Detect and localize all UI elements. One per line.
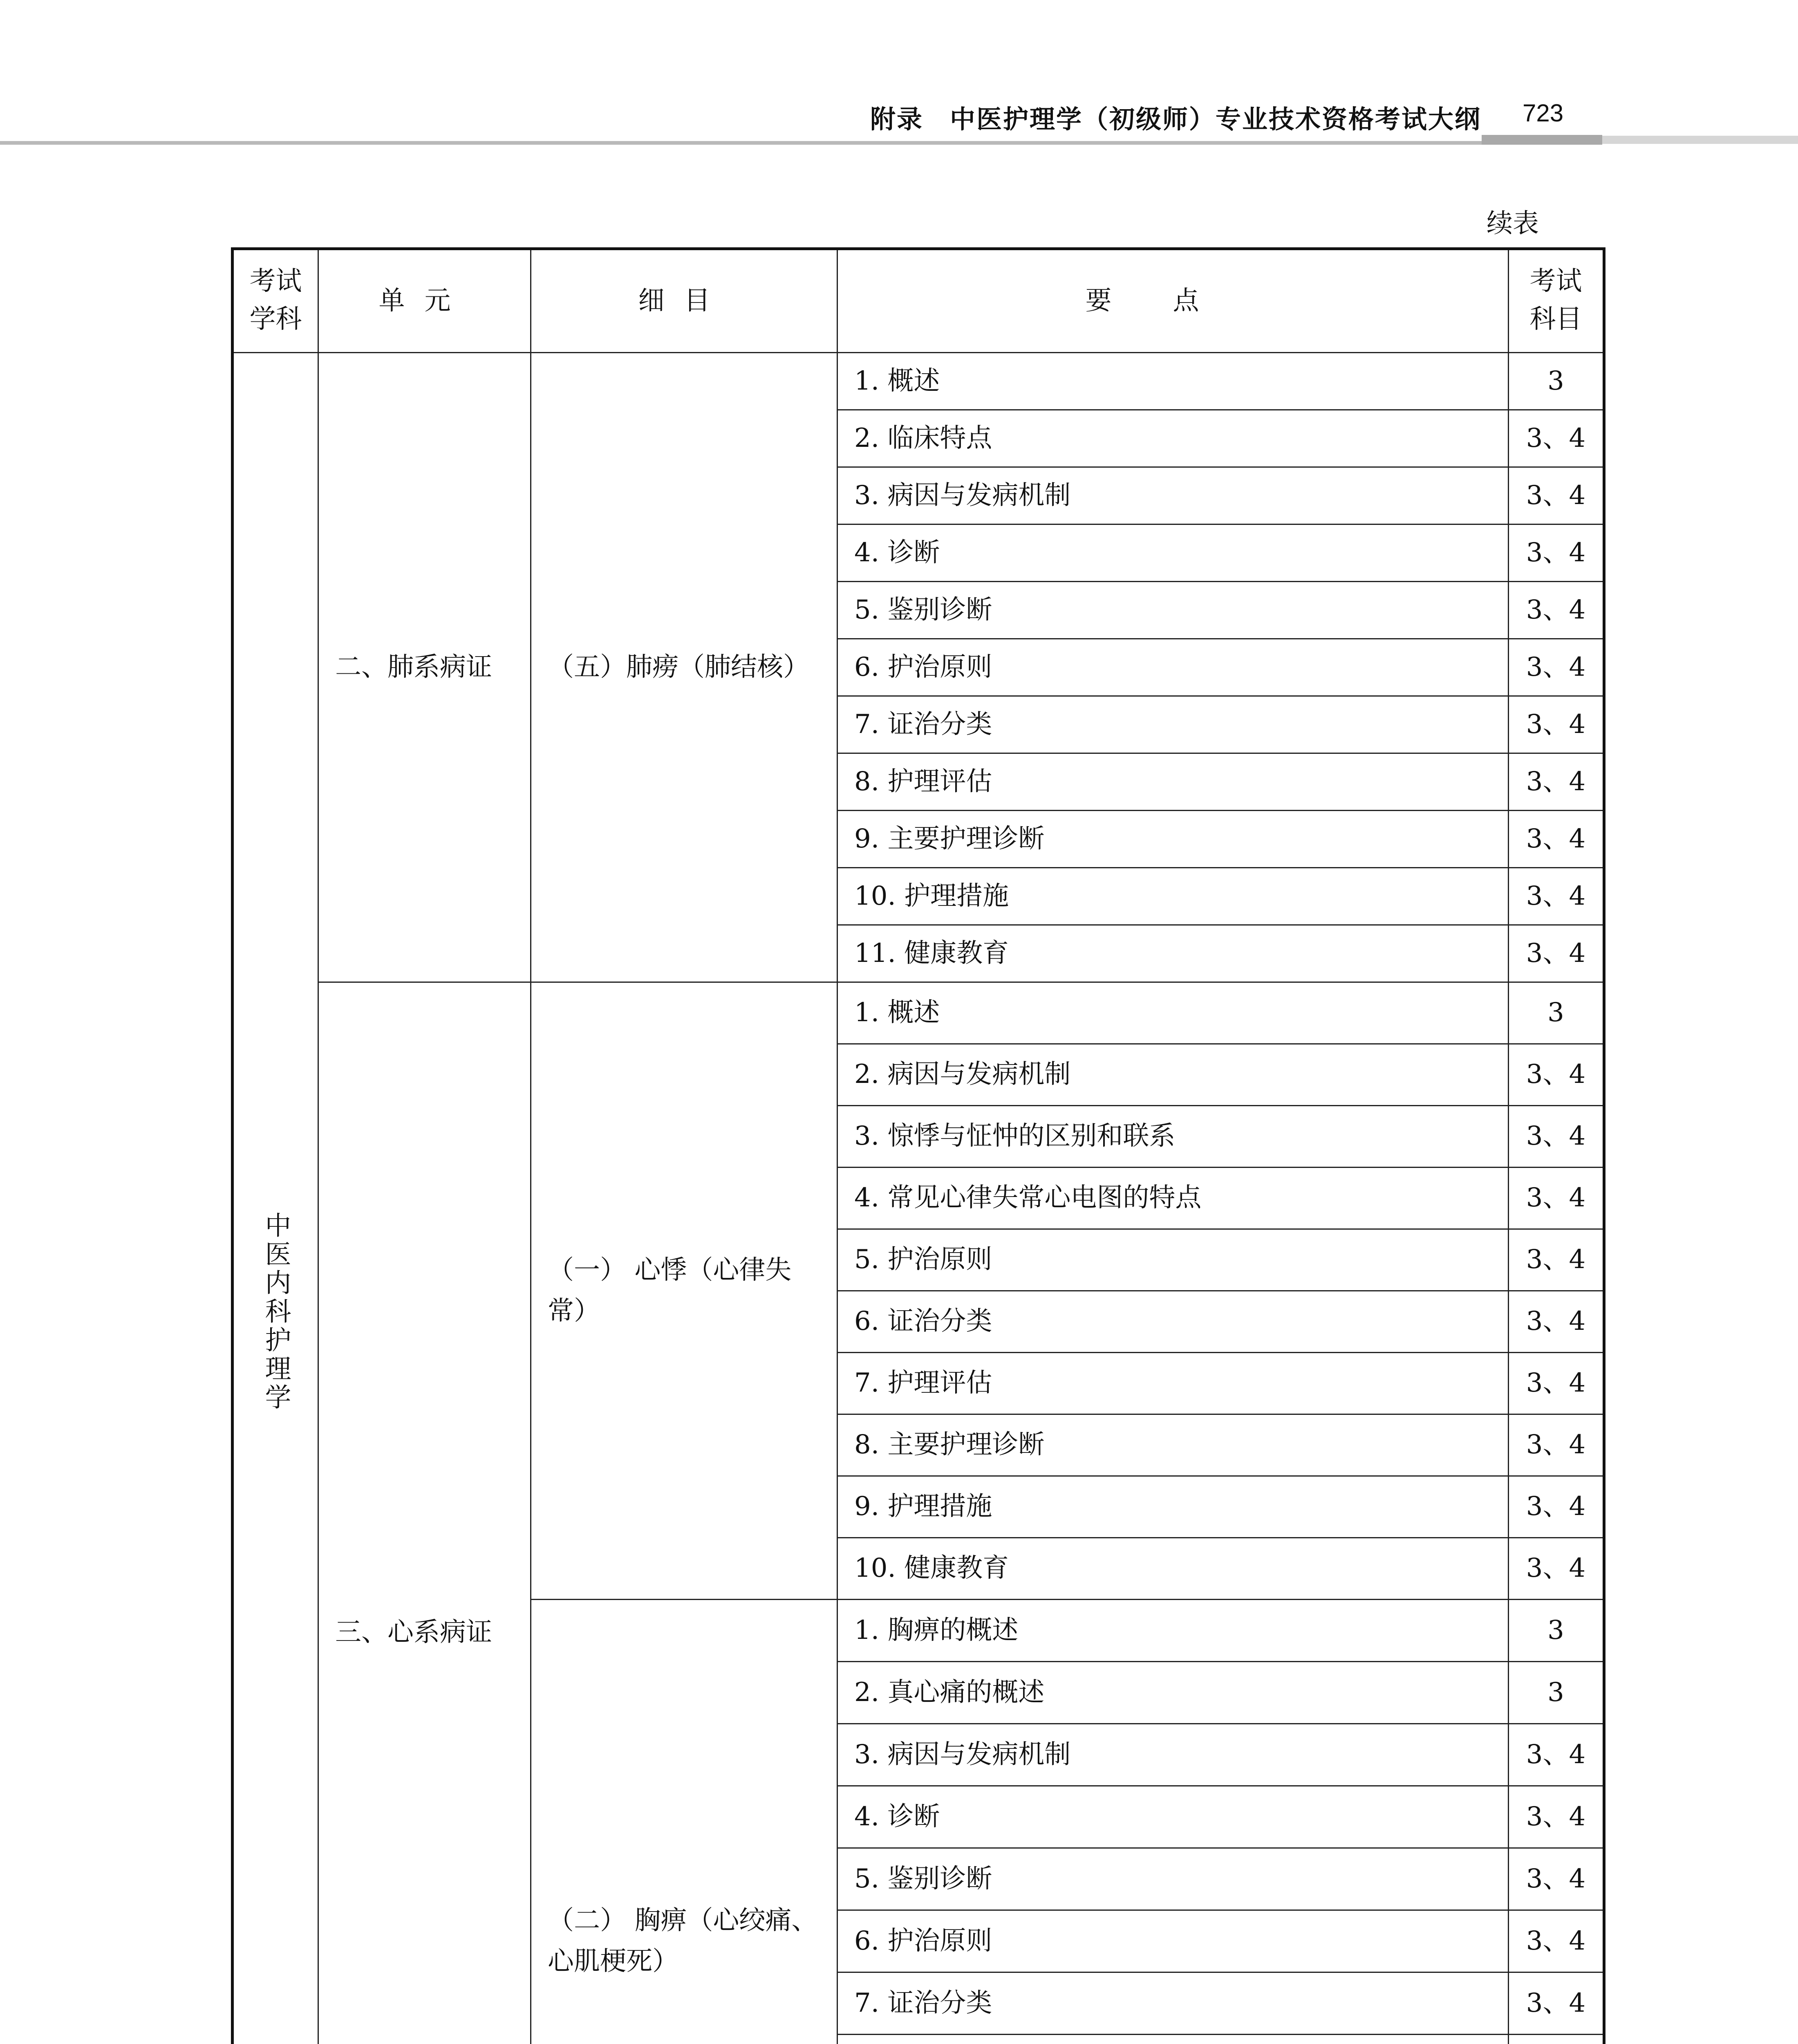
unit-cell: 三、心系病证 [318, 982, 531, 2044]
point-cell: 3. 惊悸与怔忡的区别和联系 [837, 1106, 1509, 1168]
page-number: 723 [1523, 99, 1564, 127]
level-cell: 3、4 [1509, 1291, 1604, 1353]
point-cell: 9. 护理措施 [837, 1476, 1509, 1538]
point-cell: 3. 病因与发病机制 [837, 467, 1509, 524]
level-cell: 3 [1509, 1600, 1604, 1662]
table-header-row [233, 249, 1604, 353]
subject-cell: 中医内科护理学 [233, 353, 318, 2044]
point-cell: 7. 证治分类 [837, 1972, 1509, 2035]
level-cell: 3、4 [1509, 1910, 1604, 1972]
point-cell: 11. 健康教育 [837, 925, 1509, 982]
level-cell: 3、4 [1509, 1044, 1604, 1106]
level-cell: 3、4 [1509, 1538, 1604, 1600]
point-cell [837, 2035, 1509, 2044]
header-rule-accent [1482, 135, 1602, 145]
table-row [233, 982, 1604, 1044]
level-cell: 3、4 [1509, 1476, 1604, 1538]
level-cell: 3、4 [1509, 467, 1604, 524]
level-cell: 3、4 [1509, 1786, 1604, 1848]
point-cell: 10. 健康教育 [837, 1538, 1509, 1600]
point-cell: 4. 常见心律失常心电图的特点 [837, 1168, 1509, 1229]
header-subject: 考试 学科 [233, 249, 318, 353]
point-cell: 6. 护治原则 [837, 1910, 1509, 1972]
header-level: 考试 科目 [1509, 249, 1604, 353]
level-cell: 3、4 [1509, 1353, 1604, 1414]
continued-label: 续表 [1487, 208, 1539, 239]
level-cell: 3、4 [1509, 582, 1604, 639]
level-cell: 3、4 [1509, 696, 1604, 753]
header-rule [0, 141, 1561, 145]
header-rule-tail [1602, 136, 1798, 144]
point-cell: 4. 诊断 [837, 524, 1509, 582]
level-cell: 3 [1509, 1662, 1604, 1724]
point-cell: 5. 护治原则 [837, 1229, 1509, 1291]
point-cell: 8. 护理评估 [837, 753, 1509, 811]
level-cell: 3、4 [1509, 1414, 1604, 1476]
detail-cell: （一） 心悸（心律失常） [531, 982, 837, 1600]
point-cell: 6. 护治原则 [837, 639, 1509, 696]
level-cell: 3 [1509, 353, 1604, 410]
level-cell: 3、4 [1509, 1724, 1604, 1786]
header-unit: 单元 [318, 249, 531, 353]
level-cell: 3、4 [1509, 868, 1604, 925]
level-cell: 3、4 [1509, 410, 1604, 467]
point-cell: 4. 诊断 [837, 1786, 1509, 1848]
point-cell: 8. 主要护理诊断 [837, 1414, 1509, 1476]
level-cell: 3、4 [1509, 1848, 1604, 1910]
unit-cell: 二、肺系病证 [318, 353, 531, 982]
point-cell: 1. 胸痹的概述 [837, 1600, 1509, 1662]
point-cell: 2. 临床特点 [837, 410, 1509, 467]
header-point: 要点 [837, 249, 1509, 353]
syllabus-table [231, 247, 1605, 2044]
header-detail: 细目 [531, 249, 837, 353]
level-cell: 3、4 [1509, 524, 1604, 582]
point-cell: 7. 证治分类 [837, 696, 1509, 753]
point-cell: 5. 鉴别诊断 [837, 582, 1509, 639]
detail-cell: （五）肺痨（肺结核） [531, 353, 837, 982]
point-cell: 6. 证治分类 [837, 1291, 1509, 1353]
level-cell: 3、4 [1509, 925, 1604, 982]
detail-cell: （二） 胸痹（心绞痛、心肌梗死） [531, 1600, 837, 2044]
point-cell: 2. 病因与发病机制 [837, 1044, 1509, 1106]
level-cell: 3、4 [1509, 811, 1604, 868]
point-cell: 2. 真心痛的概述 [837, 1662, 1509, 1724]
level-cell: 3、4 [1509, 639, 1604, 696]
point-cell: 9. 主要护理诊断 [837, 811, 1509, 868]
level-cell: 3 [1509, 982, 1604, 1044]
level-cell: 3、4 [1509, 1972, 1604, 2035]
level-cell: 3、4 [1509, 753, 1604, 811]
point-cell: 1. 概述 [837, 982, 1509, 1044]
level-cell: 3、4 [1509, 1229, 1604, 1291]
point-cell: 3. 病因与发病机制 [837, 1724, 1509, 1786]
point-cell: 7. 护理评估 [837, 1353, 1509, 1414]
level-cell: 3、4 [1509, 1106, 1604, 1168]
point-cell: 5. 鉴别诊断 [837, 1848, 1509, 1910]
running-title: 附录 中医护理学（初级师）专业技术资格考试大纲 [870, 104, 1481, 134]
point-cell: 1. 概述 [837, 353, 1509, 410]
level-cell: 3、4 [1509, 1168, 1604, 1229]
table-row [233, 353, 1604, 410]
point-cell: 10. 护理措施 [837, 868, 1509, 925]
level-cell [1509, 2035, 1604, 2044]
